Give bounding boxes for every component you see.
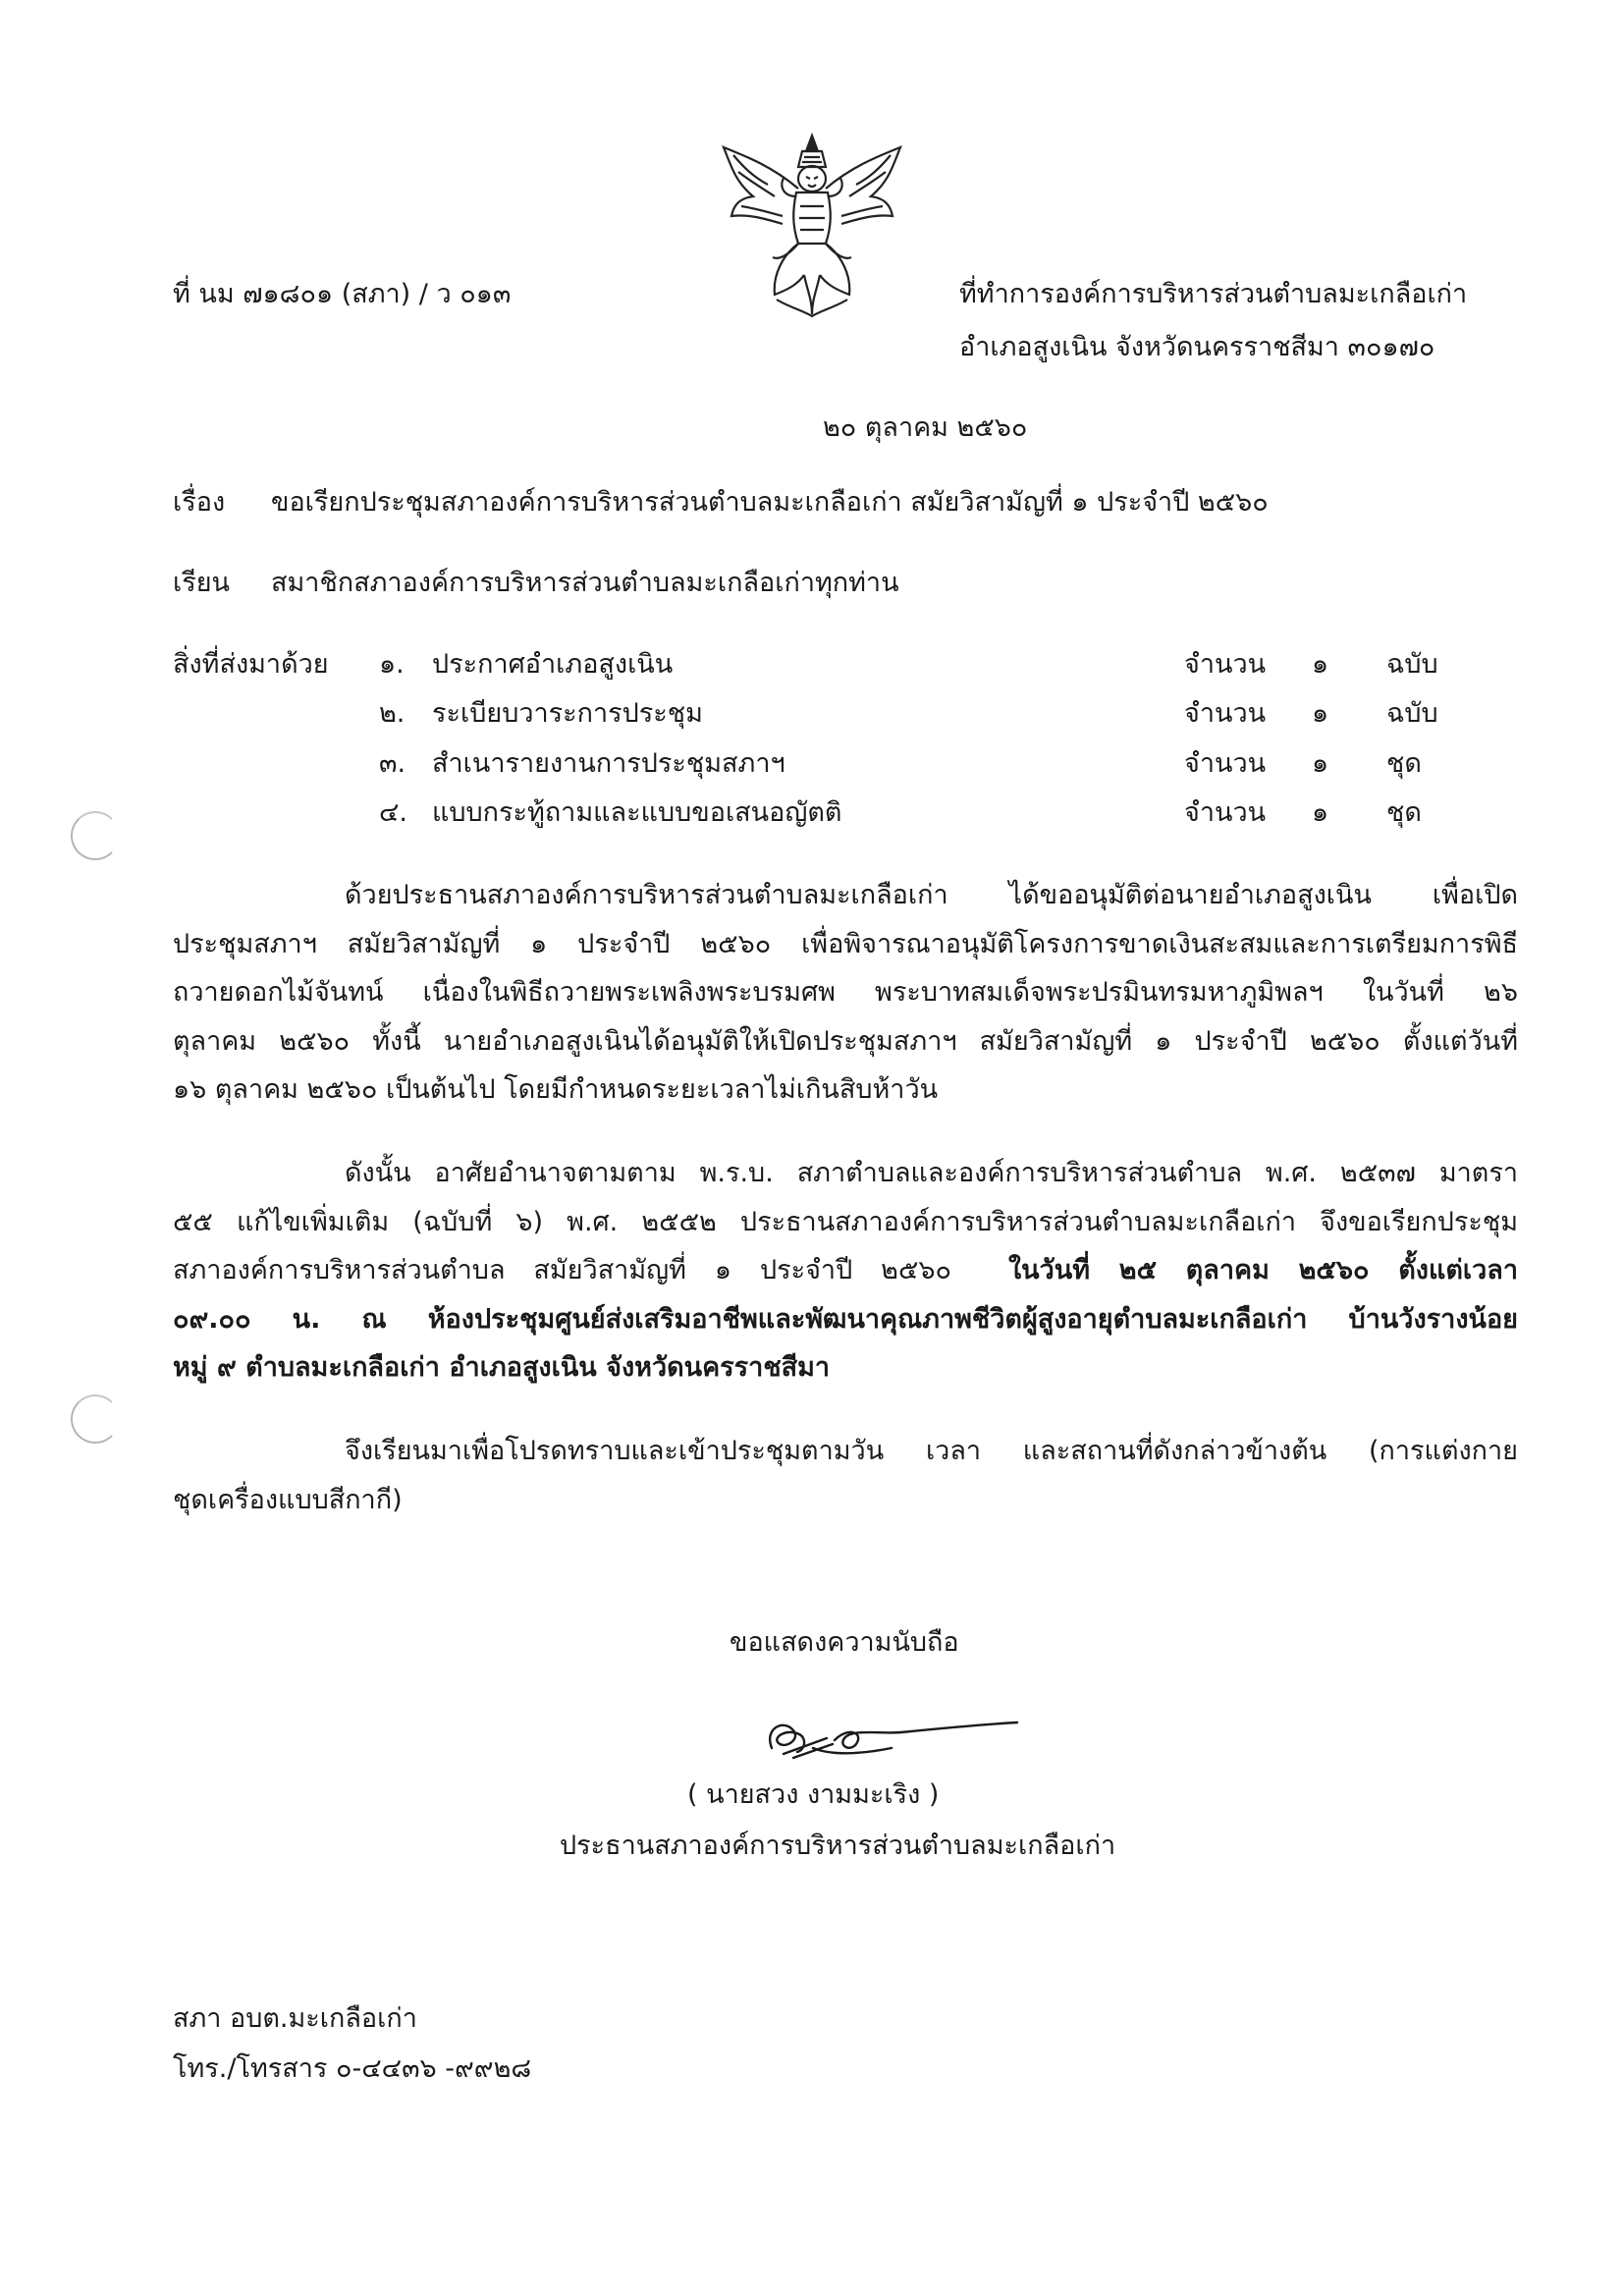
enclosure-unit: ชุด: [1386, 748, 1422, 779]
enclosure-number: ๒.: [379, 698, 406, 729]
enclosure-qty: ๑: [1312, 698, 1329, 729]
enclosure-unit: ชุด: [1386, 797, 1422, 828]
office-address-line2: อำเภอสูงเนิน จังหวัดนครราชสีมา ๓๐๑๗๐: [959, 332, 1435, 362]
handwritten-signature: [754, 1699, 1029, 1777]
enclosure-unit: ฉบับ: [1386, 649, 1438, 680]
enclosure-text: ระเบียบวาระการประชุม: [432, 698, 703, 729]
recipient-label: เรียน: [173, 568, 231, 598]
signer-name: ( นายสวง งามมะเริง ): [687, 1779, 940, 1810]
enclosure-qty: ๑: [1312, 649, 1329, 680]
footer-department: สภา อบต.มะเกลือเก่า: [173, 2003, 417, 2034]
enclosures-label: สิ่งที่ส่งมาด้วย: [173, 649, 329, 680]
meeting-location-bold: หมู่ ๙ ตำบลมะเกลือเก่า อำเภอสูงเนิน จังหวัดนครราชสีมา: [173, 1352, 831, 1383]
enclosure-text: สำเนารายงานการประชุมสภาฯ: [432, 748, 785, 779]
footer-phone: โทร./โทรสาร ๐-๔๔๓๖ -๙๙๒๘: [173, 2053, 532, 2084]
body-paragraph-3: [173, 1427, 1518, 1524]
enclosure-qty-label: จำนวน: [1184, 649, 1267, 680]
body-line: ประชุมสภาฯ สมัยวิสามัญที่ ๑ ประจำปี ๒๕๖๐ เพื่อพิจารณาอนุมัติโครงการขาดเงินสะสมและการเตรียมการพิธี: [173, 928, 1518, 959]
closing-salutation: ขอแสดงความนับถือ: [730, 1627, 959, 1658]
body-line: ชุดเครื่องแบบสีกากี): [173, 1484, 403, 1515]
body-paragraph-1: [173, 871, 1518, 1115]
enclosure-qty-label: จำนวน: [1184, 698, 1267, 729]
subject-label: เรื่อง: [173, 487, 226, 518]
body-line: ๕๕ แก้ไขเพิ่มเติม (ฉบับที่ ๖) พ.ศ. ๒๕๕๒ ประธานสภาองค์การบริหารส่วนตำบลมะเกลือเก่า จึงขอเรียกประชุม: [173, 1206, 1518, 1237]
signer-title: ประธานสภาองค์การบริหารส่วนตำบลมะเกลือเก่า: [560, 1831, 1116, 1861]
body-paragraph-2: [173, 1149, 1518, 1393]
enclosure-qty: ๑: [1312, 797, 1329, 828]
enclosure-text: ประกาศอำเภอสูงเนิน: [432, 649, 674, 680]
body-line: สภาองค์การบริหารส่วนตำบล สมัยวิสามัญที่ ๑ ประจำปี ๒๕๖๐: [173, 1255, 952, 1285]
body-line: ถวายดอกไม้จันทน์ เนื่องในพิธีถวายพระเพลิงพระบรมศพ พระบาทสมเด็จพระปรมินทรมหาภูมิพลฯ ในวันที่ ๒๖: [173, 977, 1518, 1008]
body-line: ด้วยประธานสภาองค์การบริหารส่วนตำบลมะเกลือเก่า ได้ขออนุมัติต่อนายอำเภอสูงเนิน เพื่อเปิด: [345, 880, 1518, 910]
recipient-text: สมาชิกสภาองค์การบริหารส่วนตำบลมะเกลือเก่าทุกท่าน: [271, 568, 899, 598]
punch-hole-lower: [71, 1394, 120, 1444]
enclosure-unit: ฉบับ: [1386, 698, 1438, 729]
punch-hole-upper: [71, 811, 120, 860]
enclosure-number: ๔.: [379, 797, 408, 828]
enclosure-text: แบบกระทู้ถามและแบบขอเสนอญัตติ: [432, 797, 842, 828]
enclosure-number: ๓.: [379, 748, 406, 779]
body-line: ๑๖ ตุลาคม ๒๕๖๐ เป็นต้นไป โดยมีกำหนดระยะเวลาไม่เกินสิบห้าวัน: [173, 1074, 939, 1105]
enclosure-qty-label: จำนวน: [1184, 797, 1267, 828]
letter-date: ๒๐ ตุลาคม ๒๕๖๐: [823, 412, 1028, 443]
reference-number: ที่ นม ๗๑๘๐๑ (สภา) / ว ๐๑๓: [173, 279, 512, 309]
enclosure-qty-label: จำนวน: [1184, 748, 1267, 779]
body-line: ตุลาคม ๒๕๖๐ ทั้งนี้ นายอำเภอสูงเนินได้อนุมัติให้เปิดประชุมสภาฯ สมัยวิสามัญที่ ๑ ประจำปี ๒๕๖๐ ตั้งแต่วันที่: [173, 1025, 1518, 1057]
enclosure-number: ๑.: [379, 649, 405, 680]
body-line: ดังนั้น อาศัยอำนาจตามตาม พ.ร.บ. สภาตำบลและองค์การบริหารส่วนตำบล พ.ศ. ๒๕๓๗ มาตรา: [345, 1158, 1518, 1188]
meeting-venue-bold: ๐๙.๐๐ น. ณ ห้องประชุมศูนย์ส่งเสริมอาชีพและพัฒนาคุณภาพชีวิตผู้สูงอายุตำบลมะเกลือเก่า บ้านวังรางน้อย: [173, 1303, 1518, 1335]
meeting-date-bold: ในวันที่ ๒๕ ตุลาคม ๒๕๖๐ ตั้งแต่เวลา: [1007, 1255, 1519, 1285]
enclosure-qty: ๑: [1312, 748, 1329, 779]
garuda-emblem-icon: [714, 128, 910, 324]
body-line: จึงเรียนมาเพื่อโปรดทราบและเข้าประชุมตามวัน เวลา และสถานที่ดังกล่าวข้างต้น (การแต่งกาย: [345, 1436, 1518, 1466]
subject-text: ขอเรียกประชุมสภาองค์การบริหารส่วนตำบลมะเกลือเก่า สมัยวิสามัญที่ ๑ ประจำปี ๒๕๖๐: [271, 487, 1269, 518]
office-address-line1: ที่ทำการองค์การบริหารส่วนตำบลมะเกลือเก่า: [959, 279, 1468, 309]
